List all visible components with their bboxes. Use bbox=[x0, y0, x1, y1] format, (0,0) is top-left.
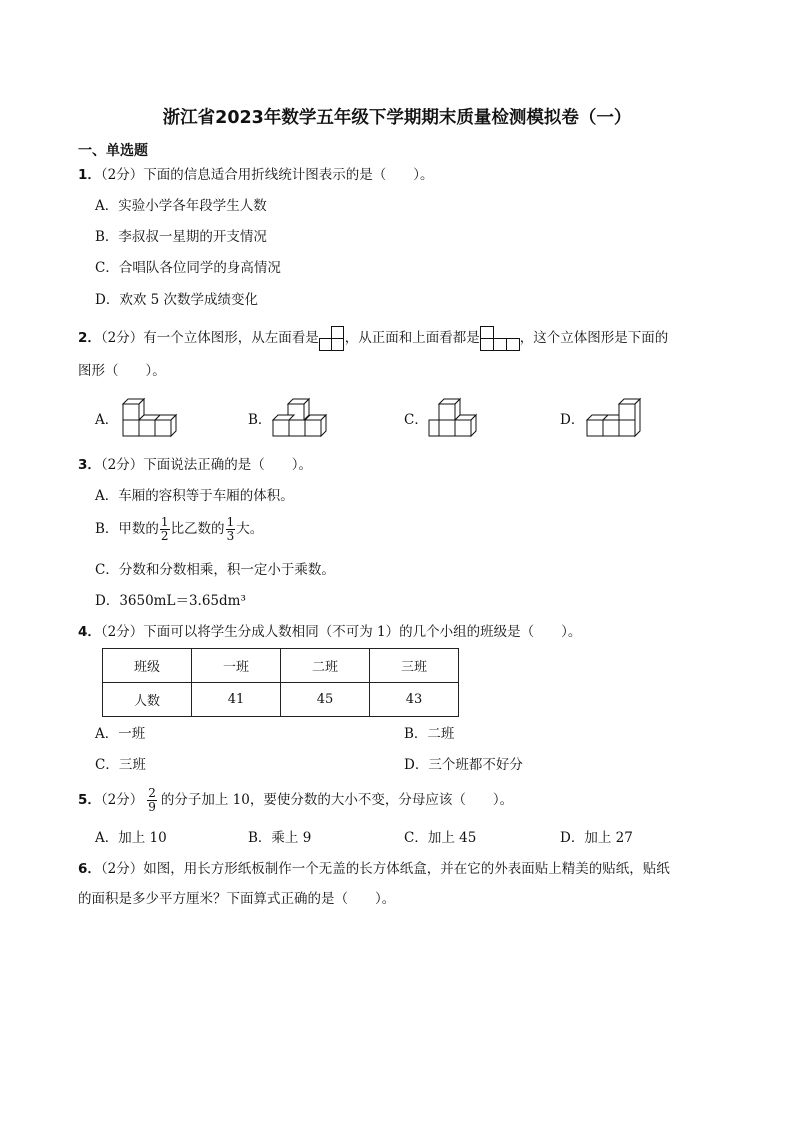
question-2-stem-line2: 图形（ ）。 bbox=[78, 363, 166, 379]
question-number: 5． bbox=[78, 792, 101, 808]
question-5-option-c[interactable]: C．加上 45 bbox=[404, 830, 477, 846]
option-text: 大。 bbox=[236, 521, 264, 537]
table-cell: 二班 bbox=[281, 649, 370, 683]
question-text-part2: ，从正面和上面看都是 bbox=[344, 330, 480, 346]
table-cell: 43 bbox=[370, 683, 459, 717]
question-1-option-b[interactable]: B．李叔叔一星期的开支情况 bbox=[95, 229, 267, 245]
table-cell: 45 bbox=[281, 683, 370, 717]
question-4-option-c[interactable]: C．三班 bbox=[95, 757, 146, 773]
question-5-option-d[interactable]: D．加上 27 bbox=[560, 830, 633, 846]
question-3-option-c[interactable]: C．分数和分数相乘，积一定小于乘数。 bbox=[95, 562, 335, 578]
section-title: 一、单选题 bbox=[78, 143, 148, 159]
question-number: 1． bbox=[78, 167, 101, 183]
question-6-stem bbox=[78, 860, 670, 878]
table-cell: 三班 bbox=[370, 649, 459, 683]
question-text-part3: ，这个立体图形是下面的 bbox=[519, 330, 669, 346]
question-4-stem bbox=[78, 623, 581, 641]
question-2-option-d[interactable]: D． bbox=[560, 412, 585, 428]
fraction-one-third: $\frac{1}{3}$ bbox=[226, 515, 235, 543]
question-2-option-a[interactable]: A． bbox=[95, 412, 119, 428]
question-number: 6． bbox=[78, 861, 101, 877]
solid-figure-a[interactable] bbox=[120, 396, 178, 440]
table-cell: 班级 bbox=[103, 649, 192, 683]
question-text: 如图，用长方形纸板制作一个无盖的长方体纸盒，并在它的外表面贴上精美的贴纸，贴纸 bbox=[143, 861, 670, 877]
question-score: （2分） bbox=[100, 792, 144, 808]
question-3-option-b[interactable] bbox=[95, 516, 263, 543]
question-5-stem bbox=[78, 784, 513, 816]
page-title: 浙江省2023年数学五年级下学期期末质量检测模拟卷（一） bbox=[162, 108, 632, 128]
question-4-option-b[interactable]: B．二班 bbox=[404, 726, 455, 742]
class-size-table bbox=[102, 648, 459, 717]
question-number: 4． bbox=[78, 624, 101, 640]
question-score: （2分） bbox=[100, 330, 144, 346]
question-score: （2分） bbox=[100, 624, 144, 640]
option-text: 比乙数的 bbox=[170, 521, 225, 537]
question-number: 3． bbox=[78, 457, 101, 473]
question-4-option-d[interactable]: D．三个班都不好分 bbox=[404, 757, 523, 773]
question-text-part1: 有一个立体图形，从左面看是 bbox=[143, 330, 319, 346]
fraction-one-half: $\frac{1}{2}$ bbox=[160, 515, 169, 543]
option-text: B．甲数的 bbox=[95, 521, 159, 537]
question-score: （2分） bbox=[100, 457, 144, 473]
question-3-option-d[interactable]: D．3650mL＝3.65dm³ bbox=[95, 593, 246, 609]
front-top-view-figure bbox=[480, 326, 520, 352]
table-row bbox=[103, 683, 459, 717]
question-1-option-d[interactable]: D．欢欢 5 次数学成绩变化 bbox=[95, 292, 258, 308]
question-3-stem bbox=[78, 456, 312, 474]
question-5-option-a[interactable]: A．加上 10 bbox=[95, 830, 167, 846]
fraction-two-ninths: $\frac{2}{9}$ bbox=[148, 786, 156, 814]
question-text: 下面说法正确的是（ ）。 bbox=[143, 457, 312, 473]
question-text: 下面可以将学生分成人数相同（不可为 1）的几个小组的班级是（ ）。 bbox=[143, 624, 582, 640]
table-cell: 一班 bbox=[192, 649, 281, 683]
question-score: （2分） bbox=[100, 167, 144, 183]
left-view-figure bbox=[319, 326, 345, 352]
question-1-stem bbox=[78, 166, 434, 184]
question-text: 的分子加上 10，要使分数的大小不变，分母应该（ ）。 bbox=[160, 792, 514, 808]
question-1-option-a[interactable]: A．实验小学各年段学生人数 bbox=[95, 198, 267, 214]
question-text: 下面的信息适合用折线统计图表示的是（ ）。 bbox=[143, 167, 434, 183]
question-2-option-c[interactable]: C． bbox=[404, 412, 428, 428]
question-2-stem bbox=[78, 324, 668, 352]
question-number: 2． bbox=[78, 330, 101, 346]
table-row bbox=[103, 649, 459, 683]
table-cell: 41 bbox=[192, 683, 281, 717]
solid-figure-d[interactable] bbox=[584, 394, 644, 440]
question-3-option-a[interactable]: A．车厢的容积等于车厢的体积。 bbox=[95, 488, 294, 504]
solid-figure-c[interactable] bbox=[426, 396, 486, 440]
question-2-option-b[interactable]: B． bbox=[248, 412, 272, 428]
question-6-stem-line2: 的面积是多少平方厘米？下面算式正确的是（ ）。 bbox=[78, 891, 396, 907]
question-score: （2分） bbox=[100, 861, 144, 877]
table-cell: 人数 bbox=[103, 683, 192, 717]
question-4-option-a[interactable]: A．一班 bbox=[95, 726, 146, 742]
question-5-option-b[interactable]: B．乘上 9 bbox=[248, 830, 312, 846]
question-1-option-c[interactable]: C．合唱队各位同学的身高情况 bbox=[95, 260, 281, 276]
solid-figure-b[interactable] bbox=[270, 396, 332, 440]
